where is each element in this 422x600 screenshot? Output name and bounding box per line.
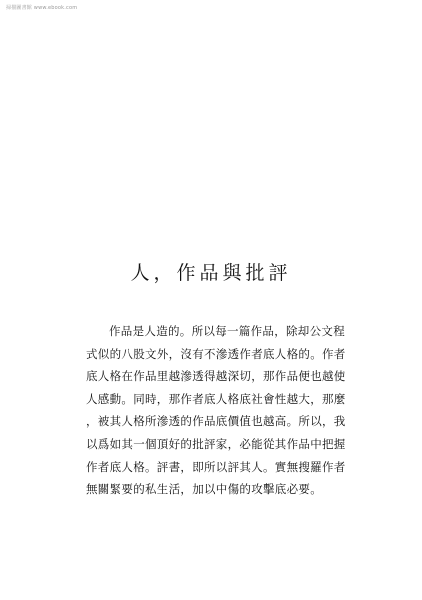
paragraph-line: 底人格在作品里越滲透得越深切，那作品便也越使	[86, 369, 346, 384]
paragraph-line: 以爲如其一個頂好的批評家，必能從其作品中把握	[86, 436, 346, 451]
body-paragraph	[86, 320, 360, 501]
page-title: 人，作品與批評	[130, 262, 292, 284]
paragraph-line: 作品是人造的。所以每一篇作品，除却公文程	[109, 324, 345, 338]
paragraph-line: 作者底人格。評書，即所以評其人。實無搜羅作者	[86, 459, 346, 474]
paragraph-line: 無關緊要的私生活，加以中傷的攻擊底必要。	[86, 482, 322, 497]
watermark: 掃描圖書館 www.ebook.com	[6, 5, 78, 11]
paragraph-line: 式似的八股文外，沒有不滲透作者底人格的。作者	[86, 346, 346, 361]
paragraph-line: 人感動。同時，那作者底人格底社會性越大，那麼	[86, 391, 346, 406]
paragraph-line: ，被其人格所滲透的作品底價值也越高。所以，我	[86, 414, 346, 429]
